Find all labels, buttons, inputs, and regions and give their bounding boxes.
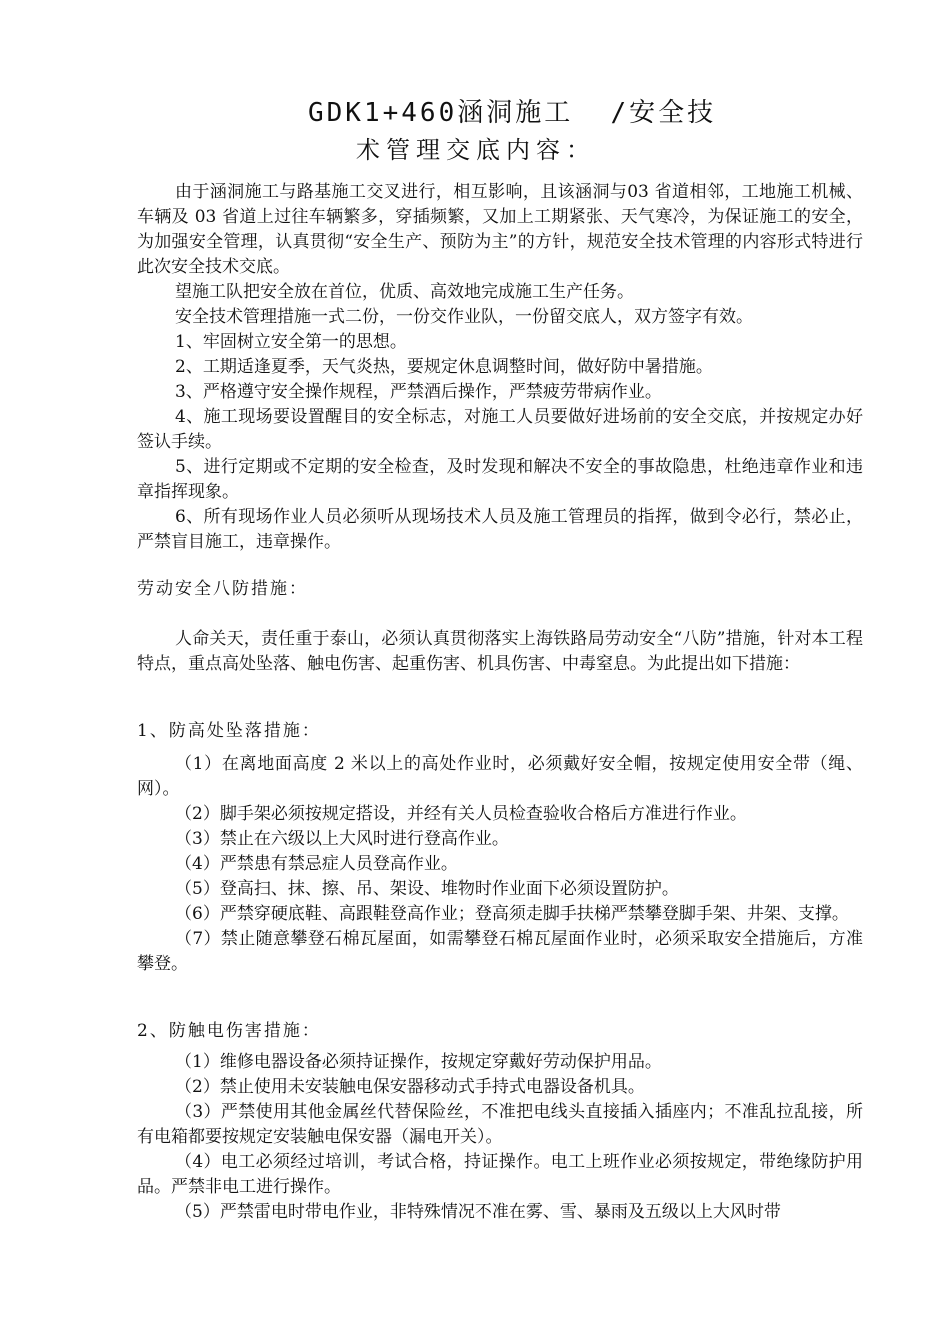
intro-list-item: 1、牢固树立安全第一的思想。	[175, 332, 407, 352]
intro-list-item: 5、进行定期或不定期的安全检查，及时发现和解决不安全的事故隐患，杜绝违章作业和违章指挥现象。	[137, 457, 863, 502]
intro-list-item: 3、严格遵守安全操作规程，严禁酒后操作，严禁疲劳带病作业。	[175, 382, 662, 402]
intro-block	[137, 180, 863, 555]
intro-list-item: 4、施工现场要设置醒目的安全标志，对施工人员要做好进场前的安全交底，并按规定办好签认手续。	[137, 407, 863, 452]
list-item: （7）禁止随意攀登石棉瓦屋面，如需攀登石棉瓦屋面作业时，必须采取安全措施后，方准攀登。	[137, 929, 863, 974]
intro-list-item: 6、所有现场作业人员必须听从现场技术人员及施工管理员的指挥，做到令必行，禁必止，严禁盲目施工，违章操作。	[137, 507, 863, 552]
subsection-number: 1、	[137, 721, 169, 741]
list-item: （1）在离地面高度 2 米以上的高处作业时，必须戴好安全帽，按规定使用安全带（绳、网）。	[137, 754, 863, 799]
list-item: （4）严禁患有禁忌症人员登高作业。	[175, 854, 458, 874]
list-item: （4）电工必须经过培训，考试合格，持证操作。电工上班作业必须按规定，带绝缘防护用品。严禁非电工进行操作。	[137, 1152, 863, 1197]
intro-paragraph: 由于涵洞施工与路基施工交叉进行，相互影响，且该涵洞与03 省道相邻，工地施工机械、车辆及 03 省道上过往车辆繁多，穿插频繁，又加上工期紧张、天气寒冷，为保证施工的安全，为加强安全管理，认真贯彻“安全生产、预防为主”的方针，规范安全技术管理的内容形式特进行此次安全技术交底。	[137, 182, 863, 277]
list-item: （1）维修电器设备必须持证操作，按规定穿戴好劳动保护用品。	[175, 1052, 662, 1072]
intro-paragraph: 望施工队把安全放在首位，优质、高效地完成施工生产任务。	[175, 282, 634, 302]
list-item: （3）严禁使用其他金属丝代替保险丝，不准把电线头直接插入插座内；不准乱拉乱接，所有电箱都要按规定安装触电保安器（漏电开关）。	[137, 1102, 863, 1147]
subsection-number: 2、	[137, 1021, 169, 1041]
subsection-title: 防高处坠落措施：	[168, 721, 321, 741]
subsection-title: 防触电伤害措施：	[168, 1021, 321, 1041]
document-title-line1: GDK1+460涵洞施工 /安全技	[308, 98, 717, 128]
list-item: （5）登高扫、抹、擦、吊、架设、堆物时作业面下必须设置防护。	[175, 879, 679, 899]
subsection-heading-2	[137, 1016, 321, 1041]
list-item: （2）脚手架必须按规定搭设，并经有关人员检查验收合格后方准进行作业。	[175, 804, 747, 824]
intro-paragraph: 安全技术管理措施一式二份，一份交作业队，一份留交底人，双方签字有效。	[175, 307, 753, 327]
section-heading: 劳动安全八防措施：	[137, 579, 308, 599]
section-intro-paragraph: 人命关天，责任重于泰山，必须认真贯彻落实上海铁路局劳动安全“八防”措施，针对本工程特点，重点高处坠落、触电伤害、起重伤害、机具伤害、中毒窒息。为此提出如下措施：	[137, 629, 863, 674]
subsection-2-items	[137, 1050, 863, 1225]
section-intro-block	[137, 627, 863, 677]
subsection-1-items	[137, 752, 863, 977]
list-item: （2）禁止使用未安装触电保安器移动式手持式电器设备机具。	[175, 1077, 645, 1097]
document-title-line2: 术管理交底内容：	[356, 136, 596, 164]
list-item: （6）严禁穿硬底鞋、高跟鞋登高作业；登高须走脚手扶梯严禁攀登脚手架、井架、支撑。	[175, 904, 849, 924]
subsection-heading-1	[137, 716, 321, 741]
list-item: （5）严禁雷电时带电作业，非特殊情况不准在雾、雪、暴雨及五级以上大风时带	[175, 1202, 781, 1222]
intro-list-item: 2、工期适逢夏季，天气炎热，要规定休息调整时间，做好防中暑措施。	[175, 357, 713, 377]
list-item: （3）禁止在六级以上大风时进行登高作业。	[175, 829, 509, 849]
